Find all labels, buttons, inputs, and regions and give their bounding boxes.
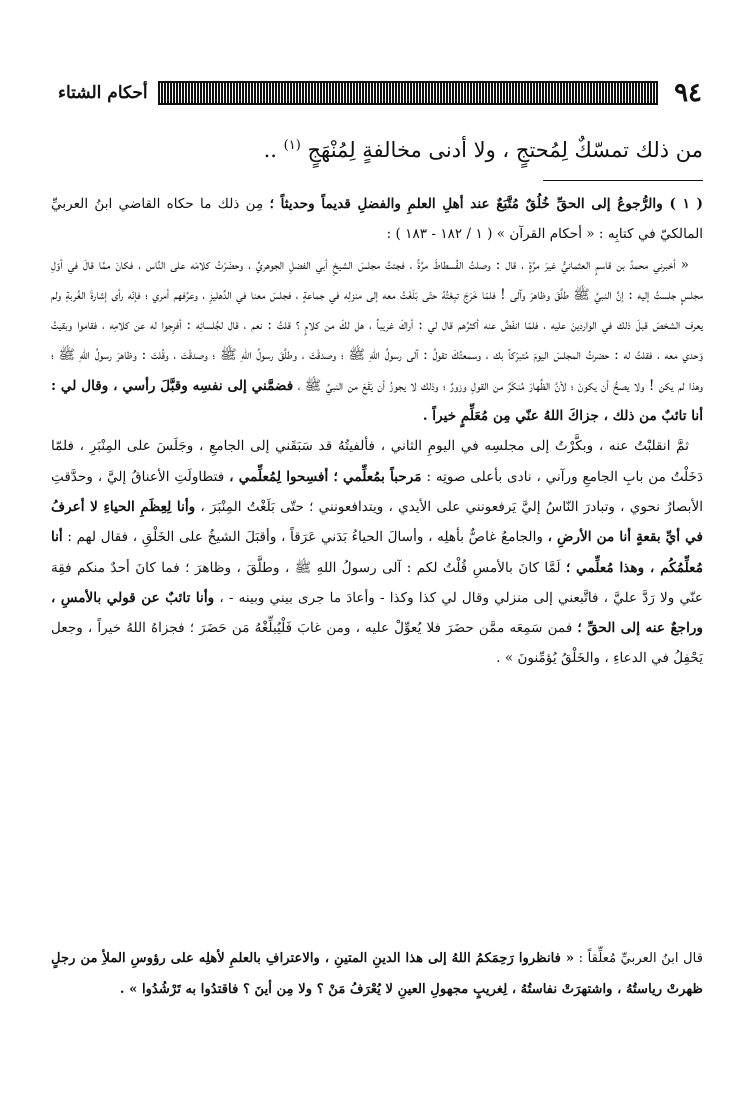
narration-bold-4: أنا مُعلِّمُكُم ، وهذا مُعلِّمي ؛: [51, 529, 703, 576]
narration-text-6: فمن سَمِعَه ممَّن حضَرَ فلا يُعوِّلْ عليه ، ومن غابَ فَلْيُبلِّغْهُ مَن حَضَرَ ؛ فجزاهُ اللهُ خيراً ، وجعل يَحْفِلُ في الدعاءِ ، والخَلْقُ يُؤمِّنونَ » .: [51, 620, 703, 667]
page-header: [58, 78, 702, 108]
narration-text-3: فتطاولَتِ الأعناقُ إليَّ ، وحدَّقتِ الأبصارُ نحوي ، وتبادرَ النّاسُ إليَّ يَرفعونني على الأيدي ، ويتدافعونني ؛ حتّى بَلَغْتُ المِنْبَرَ ،: [51, 468, 703, 515]
footnote-paragraph-1: [51, 189, 703, 250]
narration-bold-5: وأنا تائبٌ عن قولي بالأمسِ ، وراجعٌ عنه إلى الحقِّ ؛: [51, 589, 703, 637]
narration-text-2: ثمَّ انقلبْتُ عنه ، وبكَّرْتُ إلى مجلسِه في اليومِ الثاني ، فألفيتُهُ قد سَبَقَني إلى الجامعِ ، وجَلَسَ على المِنْبَرِ ، فلمّا دَخَلْتُ من بابِ الجامعِ ورآني ، نادى بأعلى صوتِه :: [51, 438, 704, 485]
page-number: ٩٤: [674, 78, 702, 108]
footnote-paragraph-3: [51, 431, 703, 673]
closing-paragraph: [51, 943, 703, 1005]
narration-bold-2: مَرحباً بمُعلِّمي ؛ أفسِحوا لِمُعلِّمي ،: [229, 468, 422, 485]
footnote-separator: [543, 180, 703, 181]
footnote-block: [51, 189, 703, 674]
main-text: من ذلك تمسّكٌ لِمُحتجٍ ، ولا أدنى مخالفةٍ لِمُنْهَجٍ: [307, 138, 703, 162]
narration-text-4: والجامعُ غاصٌّ بأهلِه ، وأسالَ الحياءُ بَدَني عَرَقاً ، وأقبَلَ الشيخُ على الخَلْقِ ، فقال لهم :: [67, 529, 543, 546]
narration-text-1: « أخبرني محمدُ بن قاسمٍ العثمانيُّ غيرَ مرَّةٍ ، قال : وصلتُ الفُسطاطَ مرَّةً ، فجئتُ مجلسَ الشيخِ أبي الفضلِ الجوهريِّ ، وحضَرْتُ كلامَه على النَّاس ، فكانَ ممَّا قالَ في أوّلِ مجلسٍ جلستُ إليه : إنَّ النبيَّ ﷺ طلَّقَ وظاهرَ وآلى ! فلمّا خَرَجَ تبِعْتُهُ حتّى بَلَغْتُ معه إلى منزلِه في جماعةٍ ، فجلسَ معنا في الدِّهليزِ ، وعرَّفهم أمري ؛ فإنّه رأى إشارةَ الغُربةِ ولم يعرف الشخصَ قبلَ ذلك في الواردينَ عليه ، فلمّا انفَضَّ عنه أكثرُهم قال لي : أراكَ غريباً ، هل لكَ من كلامٍ ؟ قلتُ : نعم ، قال لجُلسائِه : أفرِجوا له عن كلامِه ، فقاموا وبقيتُ وَحدي معه ، فقلتُ له : حضرتُ المجلسَ اليومَ مُتبرّكاً بك ، وسمعتُكَ تقولُ : آلى رسولُ اللهِ ﷺ ؛ وصدقْتَ ، وطلَّقَ رسولُ اللهِ ﷺ ؛ وصدقْتَ ، وقُلتَ : وظاهرَ رسولُ اللهِ ﷺ ؛ وهذا لم يكن ! ولا يصحُّ أن يكونَ ؛ لأنَّ الظِّهارَ مُنكَرٌ من القولِ وزورٌ ؛ وذلك لا يجوزُ أن يَقَعَ من النبيِّ ﷺ ،: [51, 256, 704, 394]
header-rule: [158, 81, 658, 105]
footnote-paragraph-2: [51, 250, 703, 432]
footnote-lead-text: مِن ذلك ما حكاه القاضي ابنُ العربيِّ المالكيّ في كتابِه : « أحكام القرآن » ( ١ / ١٨٢ - ١٨٣ ) :: [51, 196, 703, 243]
narration-text-5: لَمَّا كانَ بالأمسِ قُلْتُ لكم : آلى رسولُ اللهِ ﷺ ، وطلَّقَ ، وظاهرَ ؛ فما كانَ أحدٌ منكم فقِهَ عنّي ولا رَدَّ عليَّ ، فاتَّبعني إلى منزلي وقال لي كذا وكذا - وأعادَ ما جرى بيني وبينه - ،: [51, 559, 704, 606]
footnote-reference: (١): [283, 138, 301, 153]
narration-bold-3: وأنا لِعِظَمِ الحياءِ لا أعرفُ في أيِّ بقعةٍ أنا من الأرضِ ،: [51, 498, 703, 546]
running-title: أحكام الشتاء: [58, 83, 148, 103]
narration-bold-1: فضمَّني إلى نفسِه وقبَّلَ رأسي ، وقال لي : أنا تائبٌ من ذلك ، جزاكَ اللهُ عنّي مِن مُعَلِّمٍ خيراً .: [51, 377, 703, 425]
closing-text: [51, 943, 703, 1005]
footnote-lead-bold: ( ١ ) والرُّجوعُ إلى الحقِّ خُلُقٌ مُتَّبَعٌ عند أهلِ العلمِ والفضلِ قديماً وحديثاً ؛: [269, 196, 703, 212]
main-text-ending: ..: [263, 138, 277, 162]
closing-intro: قال ابنُ العربيِّ مُعلِّقاً :: [578, 951, 704, 966]
main-text-line: [53, 128, 703, 168]
closing-quote-bold: « فانظروا رَحِمَكمُ اللهُ إلى هذا الدينِ المتينِ ، والاعترافِ بالعلمِ لأهلِه على رؤوسِ الملأِ من رجلٍ ظهرتْ رياستُهُ ، واشتهرَتْ نفاستُهُ ، لِغريبٍ مجهولِ العينِ لا يُعْرَفُ مَنْ ؟ ولا مِن أينَ ؟ فاقتدُوا به تَرْشُدُوا » .: [51, 951, 703, 997]
